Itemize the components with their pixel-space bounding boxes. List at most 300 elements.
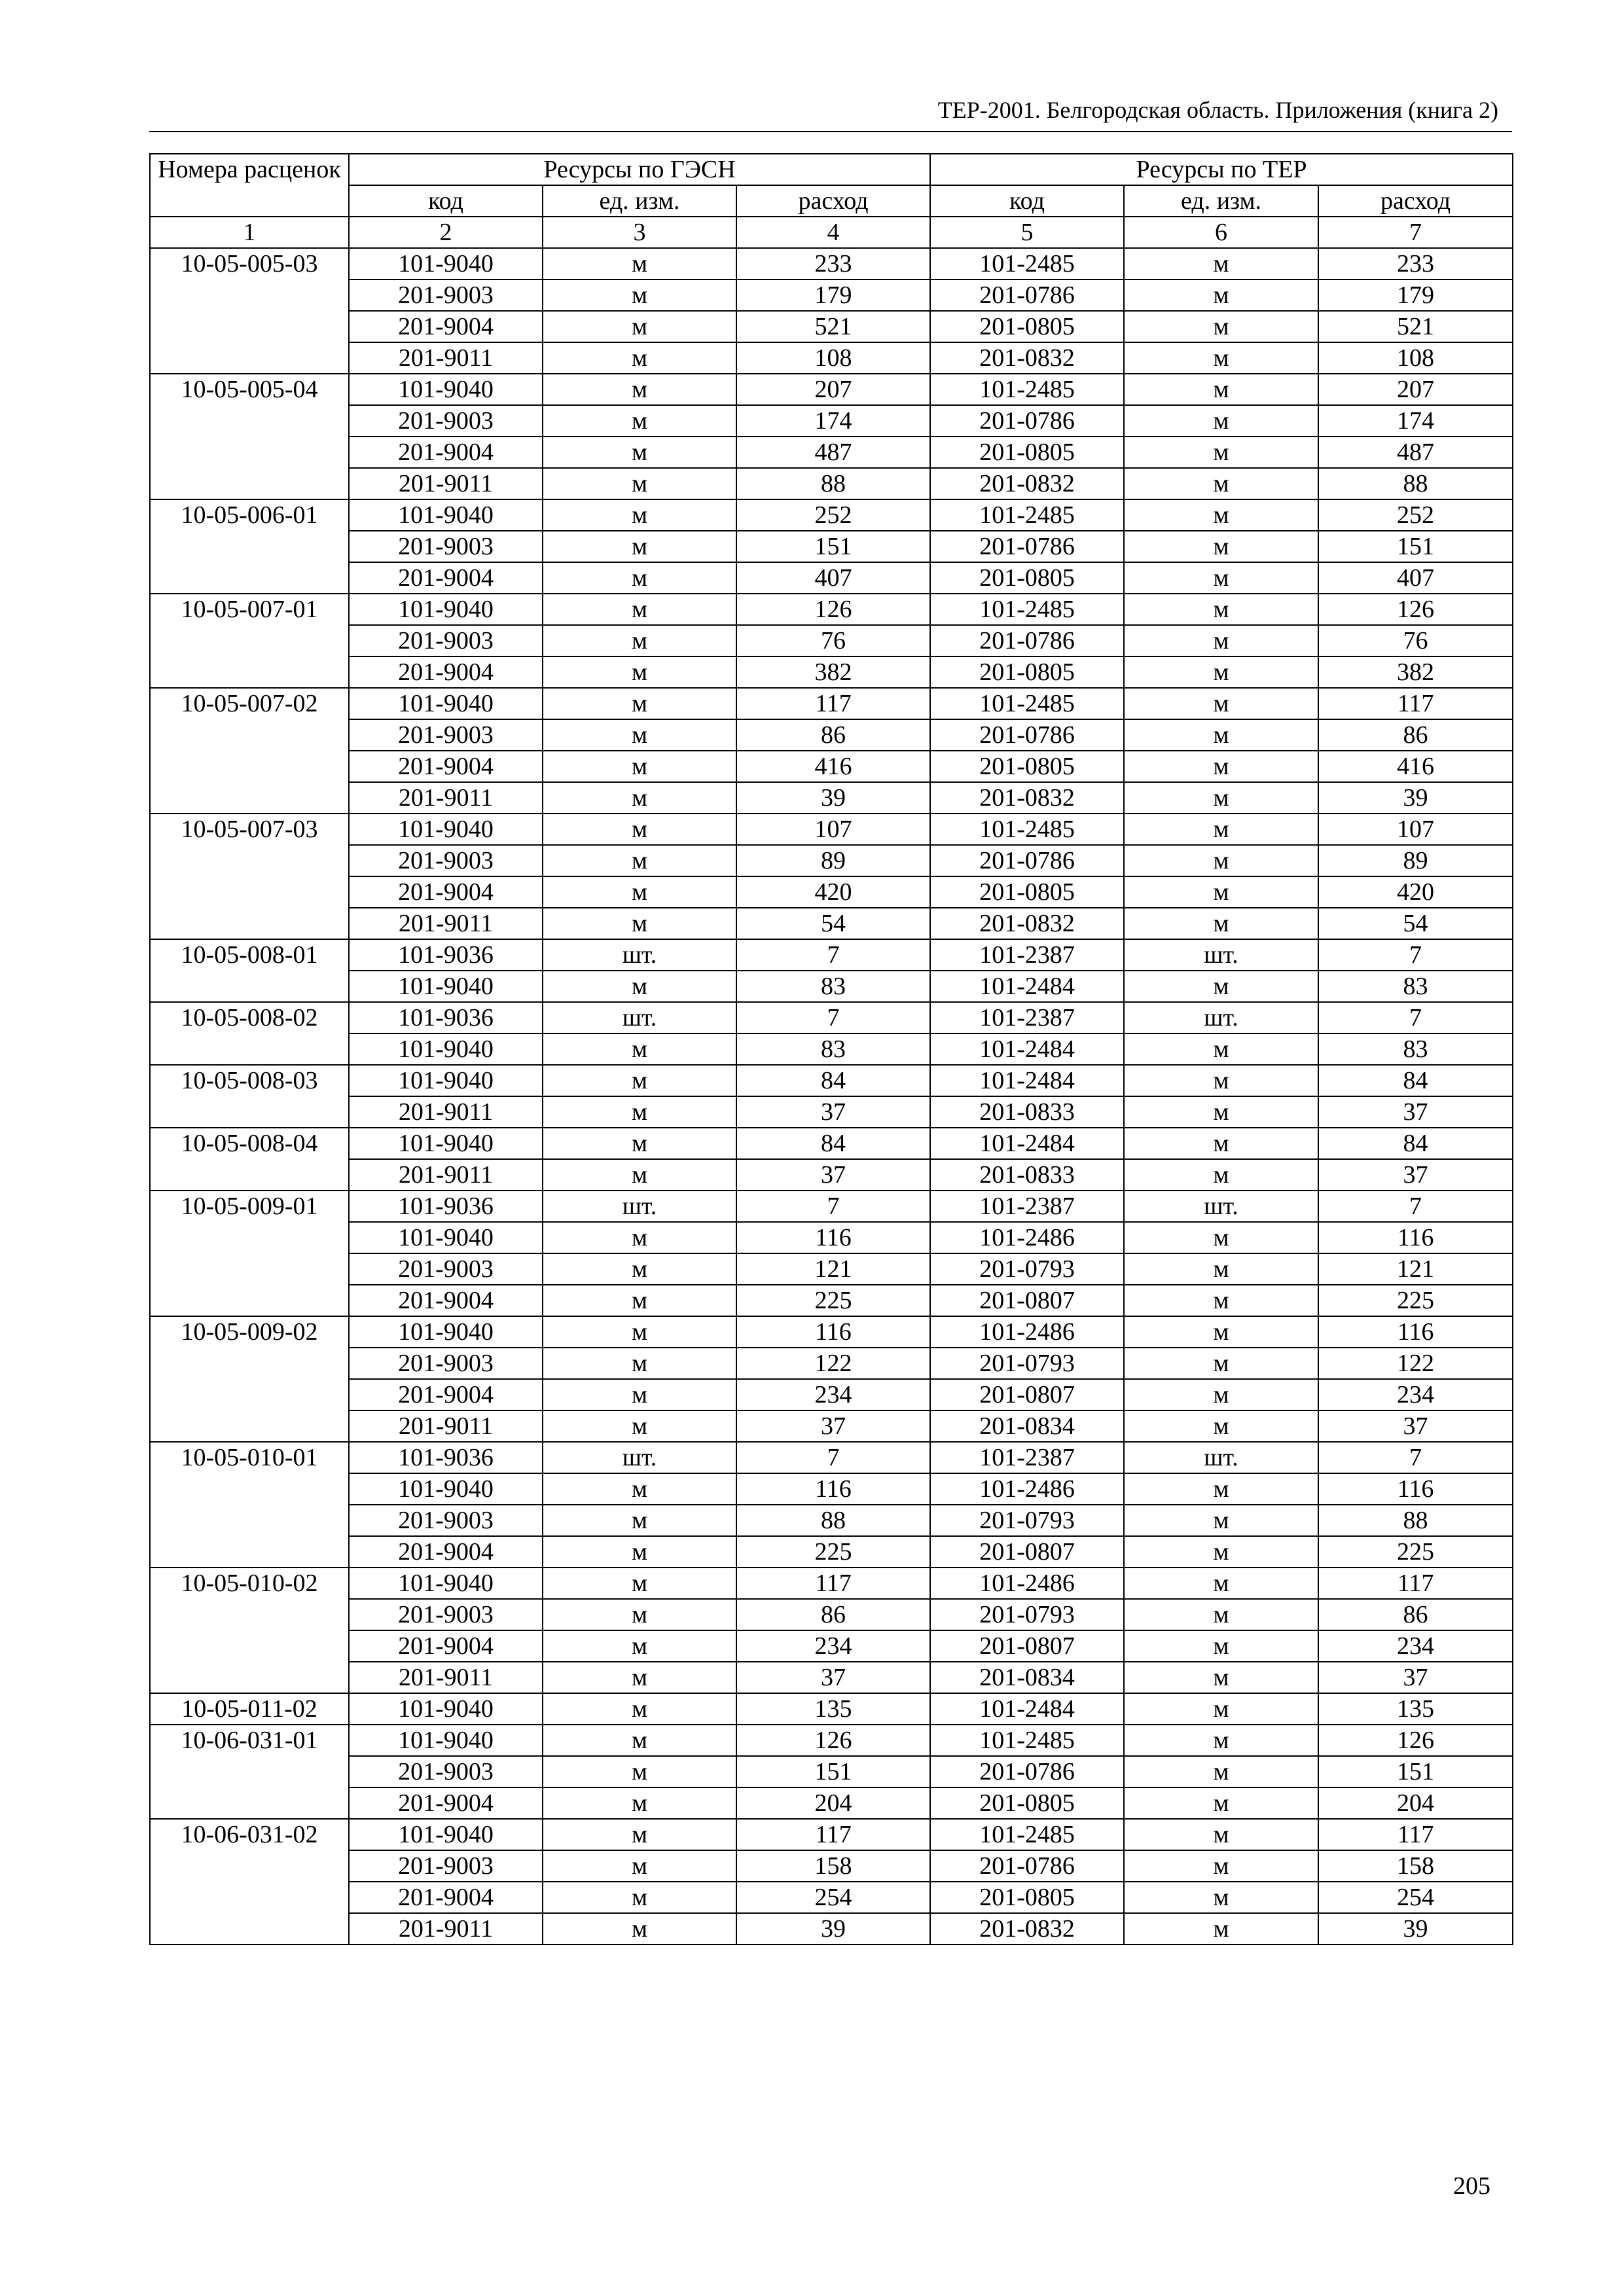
- ter-consumption-cell: 121: [1318, 1253, 1513, 1285]
- gesn-unit-cell: м: [543, 1819, 736, 1850]
- table-row: [150, 1128, 1513, 1159]
- rate-number-cell: 10-05-007-03: [150, 814, 349, 939]
- rate-number-cell: 10-05-008-04: [150, 1128, 349, 1191]
- table-row: [150, 1630, 1513, 1662]
- ter-code-cell: 201-0793: [930, 1348, 1124, 1379]
- gesn-unit-cell: м: [543, 248, 736, 279]
- gesn-consumption-cell: 204: [736, 1787, 930, 1819]
- gesn-consumption-cell: 158: [736, 1850, 930, 1882]
- table-row: [150, 876, 1513, 908]
- gesn-unit-cell: м: [543, 1882, 736, 1913]
- ter-unit-cell: м: [1124, 908, 1318, 939]
- ter-consumption-header: расход: [1318, 185, 1513, 217]
- gesn-unit-cell: м: [543, 719, 736, 751]
- gesn-unit-cell: шт.: [543, 1002, 736, 1033]
- ter-consumption-cell: 254: [1318, 1882, 1513, 1913]
- gesn-code-cell: 201-9003: [349, 1850, 543, 1882]
- ter-consumption-cell: 117: [1318, 1568, 1513, 1599]
- gesn-unit-cell: м: [543, 782, 736, 814]
- gesn-unit-cell: м: [543, 279, 736, 311]
- rate-number-cell: 10-05-007-02: [150, 688, 349, 814]
- ter-consumption-cell: 37: [1318, 1096, 1513, 1128]
- gesn-code-cell: 201-9011: [349, 782, 543, 814]
- ter-unit-cell: м: [1124, 1913, 1318, 1945]
- ter-consumption-cell: 108: [1318, 342, 1513, 374]
- gesn-unit-cell: м: [543, 1693, 736, 1725]
- gesn-consumption-cell: 83: [736, 1033, 930, 1065]
- ter-unit-cell: м: [1124, 1787, 1318, 1819]
- table-row: [150, 1222, 1513, 1253]
- gesn-unit-cell: м: [543, 1128, 736, 1159]
- ter-code-cell: 201-0786: [930, 1850, 1124, 1882]
- ter-unit-cell: м: [1124, 562, 1318, 594]
- ter-code-cell: 101-2485: [930, 688, 1124, 719]
- gesn-code-cell: 201-9003: [349, 719, 543, 751]
- ter-code-cell: 201-0793: [930, 1253, 1124, 1285]
- table-row: [150, 279, 1513, 311]
- gesn-consumption-cell: 225: [736, 1536, 930, 1568]
- gesn-code-cell: 201-9003: [349, 625, 543, 656]
- column-number: 5: [930, 217, 1124, 248]
- ter-code-cell: 201-0805: [930, 311, 1124, 342]
- gesn-consumption-cell: 116: [736, 1222, 930, 1253]
- gesn-code-cell: 201-9011: [349, 1410, 543, 1442]
- gesn-unit-cell: м: [543, 1756, 736, 1787]
- ter-unit-cell: м: [1124, 1630, 1318, 1662]
- table-row: [150, 1191, 1513, 1222]
- gesn-unit-cell: м: [543, 342, 736, 374]
- table-row: [150, 594, 1513, 625]
- gesn-unit-cell: м: [543, 1568, 736, 1599]
- ter-code-cell: 101-2486: [930, 1568, 1124, 1599]
- gesn-code-cell: 101-9040: [349, 248, 543, 279]
- table-row: [150, 1473, 1513, 1505]
- table-row: [150, 1599, 1513, 1630]
- rate-number-cell: 10-05-009-02: [150, 1316, 349, 1442]
- gesn-code-cell: 101-9040: [349, 1725, 543, 1756]
- gesn-unit-cell: м: [543, 751, 736, 782]
- ter-code-cell: 201-0834: [930, 1410, 1124, 1442]
- ter-unit-cell: м: [1124, 1473, 1318, 1505]
- ter-consumption-cell: 420: [1318, 876, 1513, 908]
- gesn-consumption-cell: 39: [736, 1913, 930, 1945]
- gesn-unit-cell: м: [543, 1662, 736, 1693]
- ter-consumption-cell: 107: [1318, 814, 1513, 845]
- ter-unit-cell: м: [1124, 719, 1318, 751]
- gesn-consumption-cell: 151: [736, 1756, 930, 1787]
- gesn-unit-cell: м: [543, 1787, 736, 1819]
- gesn-unit-cell: м: [543, 1222, 736, 1253]
- gesn-code-cell: 201-9003: [349, 1348, 543, 1379]
- ter-code-cell: 201-0832: [930, 1913, 1124, 1945]
- gesn-code-cell: 201-9011: [349, 908, 543, 939]
- gesn-code-cell: 101-9036: [349, 1191, 543, 1222]
- table-row: [150, 1913, 1513, 1945]
- table-row: [150, 1882, 1513, 1913]
- ter-unit-cell: м: [1124, 1850, 1318, 1882]
- gesn-unit-cell: м: [543, 1410, 736, 1442]
- gesn-consumption-cell: 117: [736, 1819, 930, 1850]
- gesn-code-cell: 201-9004: [349, 656, 543, 688]
- gesn-consumption-cell: 135: [736, 1693, 930, 1725]
- gesn-unit-cell: м: [543, 625, 736, 656]
- ter-code-cell: 101-2484: [930, 1693, 1124, 1725]
- rate-number-cell: 10-05-010-02: [150, 1568, 349, 1693]
- table-row: [150, 625, 1513, 656]
- ter-unit-cell: м: [1124, 1316, 1318, 1348]
- ter-code-cell: 101-2387: [930, 1002, 1124, 1033]
- column-number: 1: [150, 217, 349, 248]
- ter-unit-cell: м: [1124, 248, 1318, 279]
- table-row: [150, 814, 1513, 845]
- gesn-code-cell: 201-9004: [349, 562, 543, 594]
- header-row-2: [150, 185, 1513, 217]
- gesn-consumption-cell: 7: [736, 1442, 930, 1473]
- ter-unit-cell: м: [1124, 594, 1318, 625]
- gesn-code-cell: 201-9011: [349, 1096, 543, 1128]
- ter-code-cell: 101-2486: [930, 1316, 1124, 1348]
- ter-code-cell: 101-2387: [930, 939, 1124, 971]
- ter-code-cell: 101-2484: [930, 1128, 1124, 1159]
- gesn-consumption-cell: 116: [736, 1473, 930, 1505]
- gesn-consumption-cell: 122: [736, 1348, 930, 1379]
- gesn-consumption-cell: 117: [736, 1568, 930, 1599]
- table-row: [150, 908, 1513, 939]
- ter-code-cell: 101-2484: [930, 1033, 1124, 1065]
- table-row: [150, 531, 1513, 562]
- ter-unit-cell: м: [1124, 814, 1318, 845]
- gesn-code-cell: 101-9040: [349, 814, 543, 845]
- column-number-row: [150, 217, 1513, 248]
- ter-consumption-cell: 7: [1318, 1191, 1513, 1222]
- ter-code-cell: 201-0805: [930, 656, 1124, 688]
- column-number: 2: [349, 217, 543, 248]
- gesn-unit-cell: м: [543, 688, 736, 719]
- ter-consumption-cell: 117: [1318, 1819, 1513, 1850]
- rate-number-cell: 10-06-031-01: [150, 1725, 349, 1819]
- table-row: [150, 437, 1513, 468]
- gesn-consumption-cell: 7: [736, 939, 930, 971]
- ter-consumption-cell: 7: [1318, 1442, 1513, 1473]
- ter-unit-cell: м: [1124, 1505, 1318, 1536]
- table-row: [150, 1379, 1513, 1410]
- gesn-unit-cell: шт.: [543, 1442, 736, 1473]
- gesn-consumption-cell: 116: [736, 1316, 930, 1348]
- table-row: [150, 845, 1513, 876]
- gesn-unit-cell: м: [543, 845, 736, 876]
- gesn-consumption-cell: 37: [736, 1096, 930, 1128]
- gesn-consumption-cell: 107: [736, 814, 930, 845]
- gesn-unit-cell: м: [543, 1630, 736, 1662]
- table-row: [150, 1536, 1513, 1568]
- ter-consumption-cell: 83: [1318, 971, 1513, 1002]
- ter-code-cell: 201-0833: [930, 1159, 1124, 1191]
- ter-code-cell: 201-0832: [930, 782, 1124, 814]
- table-row: [150, 1662, 1513, 1693]
- gesn-consumption-cell: 382: [736, 656, 930, 688]
- ter-unit-cell: м: [1124, 1285, 1318, 1316]
- ter-code-cell: 201-0805: [930, 1882, 1124, 1913]
- table-body: [150, 248, 1513, 1945]
- ter-consumption-cell: 416: [1318, 751, 1513, 782]
- ter-unit-cell: м: [1124, 1128, 1318, 1159]
- gesn-consumption-cell: 252: [736, 499, 930, 531]
- ter-code-cell: 201-0805: [930, 751, 1124, 782]
- ter-consumption-cell: 37: [1318, 1410, 1513, 1442]
- column-number: 4: [736, 217, 930, 248]
- ter-consumption-cell: 117: [1318, 688, 1513, 719]
- table-row: [150, 1253, 1513, 1285]
- ter-code-cell: 101-2484: [930, 1065, 1124, 1096]
- ter-unit-cell: м: [1124, 342, 1318, 374]
- table-row: [150, 1756, 1513, 1787]
- ter-unit-cell: м: [1124, 1065, 1318, 1096]
- table-row: [150, 374, 1513, 405]
- gesn-code-cell: 201-9003: [349, 1756, 543, 1787]
- ter-unit-cell: шт.: [1124, 1002, 1318, 1033]
- ter-unit-cell: м: [1124, 1599, 1318, 1630]
- ter-code-cell: 201-0786: [930, 279, 1124, 311]
- gesn-consumption-cell: 179: [736, 279, 930, 311]
- gesn-consumption-cell: 234: [736, 1379, 930, 1410]
- gesn-consumption-cell: 126: [736, 594, 930, 625]
- ter-consumption-cell: 204: [1318, 1787, 1513, 1819]
- gesn-code-cell: 101-9036: [349, 1002, 543, 1033]
- gesn-consumption-cell: 126: [736, 1725, 930, 1756]
- gesn-unit-cell: м: [543, 1505, 736, 1536]
- ter-unit-cell: м: [1124, 531, 1318, 562]
- ter-unit-cell: м: [1124, 499, 1318, 531]
- ter-unit-header: ед. изм.: [1124, 185, 1318, 217]
- gesn-unit-cell: м: [543, 1473, 736, 1505]
- table-row: [150, 1096, 1513, 1128]
- column-number: 7: [1318, 217, 1513, 248]
- ter-code-cell: 101-2485: [930, 1725, 1124, 1756]
- gesn-consumption-cell: 54: [736, 908, 930, 939]
- ter-code-cell: 201-0832: [930, 908, 1124, 939]
- ter-code-cell: 101-2485: [930, 499, 1124, 531]
- gesn-code-cell: 201-9004: [349, 311, 543, 342]
- gesn-unit-cell: м: [543, 1065, 736, 1096]
- rate-number-cell: 10-05-008-01: [150, 939, 349, 1002]
- gesn-consumption-cell: 225: [736, 1285, 930, 1316]
- gesn-unit-cell: м: [543, 1599, 736, 1630]
- table-row: [150, 782, 1513, 814]
- gesn-code-cell: 201-9003: [349, 279, 543, 311]
- ter-consumption-cell: 76: [1318, 625, 1513, 656]
- gesn-unit-cell: м: [543, 594, 736, 625]
- page-header-title: ТЕР-2001. Белгородская область. Приложения (книга 2): [937, 97, 1498, 123]
- gesn-consumption-cell: 86: [736, 719, 930, 751]
- gesn-consumption-cell: 254: [736, 1882, 930, 1913]
- gesn-consumption-cell: 416: [736, 751, 930, 782]
- gesn-consumption-cell: 37: [736, 1662, 930, 1693]
- gesn-code-cell: 101-9040: [349, 594, 543, 625]
- ter-code-cell: 201-0832: [930, 342, 1124, 374]
- gesn-unit-cell: м: [543, 876, 736, 908]
- gesn-consumption-cell: 121: [736, 1253, 930, 1285]
- gesn-code-cell: 201-9004: [349, 1379, 543, 1410]
- table-row: [150, 248, 1513, 279]
- gesn-unit-cell: м: [543, 499, 736, 531]
- ter-code-cell: 201-0833: [930, 1096, 1124, 1128]
- gesn-unit-cell: м: [543, 468, 736, 499]
- ter-unit-cell: м: [1124, 1756, 1318, 1787]
- ter-unit-cell: м: [1124, 845, 1318, 876]
- gesn-code-cell: 101-9040: [349, 688, 543, 719]
- ter-unit-cell: м: [1124, 437, 1318, 468]
- gesn-code-cell: 101-9036: [349, 939, 543, 971]
- gesn-unit-cell: м: [543, 1536, 736, 1568]
- ter-unit-cell: м: [1124, 405, 1318, 437]
- gesn-code-cell: 201-9011: [349, 1662, 543, 1693]
- ter-code-cell: 201-0805: [930, 876, 1124, 908]
- ter-code-cell: 101-2486: [930, 1222, 1124, 1253]
- page-number: 205: [1453, 2172, 1490, 2200]
- ter-consumption-cell: 88: [1318, 1505, 1513, 1536]
- ter-consumption-cell: 88: [1318, 468, 1513, 499]
- table-row: [150, 1410, 1513, 1442]
- gesn-code-cell: 201-9004: [349, 1536, 543, 1568]
- gesn-consumption-cell: 108: [736, 342, 930, 374]
- ter-unit-cell: м: [1124, 1536, 1318, 1568]
- ter-unit-cell: м: [1124, 656, 1318, 688]
- ter-consumption-cell: 151: [1318, 1756, 1513, 1787]
- ter-consumption-cell: 225: [1318, 1536, 1513, 1568]
- resources-table: [149, 153, 1513, 1945]
- ter-unit-cell: шт.: [1124, 1191, 1318, 1222]
- table-row: [150, 719, 1513, 751]
- gesn-code-cell: 101-9040: [349, 374, 543, 405]
- gesn-consumption-cell: 7: [736, 1002, 930, 1033]
- gesn-consumption-cell: 84: [736, 1128, 930, 1159]
- ter-unit-cell: м: [1124, 1693, 1318, 1725]
- ter-consumption-cell: 252: [1318, 499, 1513, 531]
- ter-code-cell: 101-2387: [930, 1442, 1124, 1473]
- gesn-unit-cell: м: [543, 562, 736, 594]
- gesn-unit-cell: м: [543, 1379, 736, 1410]
- gesn-code-cell: 201-9004: [349, 1882, 543, 1913]
- ter-code-cell: 201-0805: [930, 1787, 1124, 1819]
- ter-code-header: код: [930, 185, 1124, 217]
- ter-unit-cell: м: [1124, 311, 1318, 342]
- ter-consumption-cell: 234: [1318, 1630, 1513, 1662]
- ter-unit-cell: м: [1124, 688, 1318, 719]
- gesn-unit-cell: м: [543, 1159, 736, 1191]
- ter-consumption-cell: 382: [1318, 656, 1513, 688]
- gesn-code-cell: 101-9040: [349, 1316, 543, 1348]
- ter-unit-cell: м: [1124, 1662, 1318, 1693]
- gesn-unit-cell: м: [543, 311, 736, 342]
- gesn-code-cell: 101-9040: [349, 499, 543, 531]
- header-divider: [149, 131, 1512, 132]
- gesn-code-cell: 101-9040: [349, 1568, 543, 1599]
- table-row: [150, 1725, 1513, 1756]
- column-number: 3: [543, 217, 736, 248]
- gesn-unit-cell: м: [543, 1850, 736, 1882]
- gesn-consumption-cell: 174: [736, 405, 930, 437]
- ter-consumption-cell: 487: [1318, 437, 1513, 468]
- table-row: [150, 1348, 1513, 1379]
- gesn-code-cell: 201-9003: [349, 1599, 543, 1630]
- ter-consumption-cell: 521: [1318, 311, 1513, 342]
- ter-consumption-cell: 86: [1318, 719, 1513, 751]
- ter-unit-cell: м: [1124, 782, 1318, 814]
- table-row: [150, 1850, 1513, 1882]
- ter-code-cell: 201-0807: [930, 1630, 1124, 1662]
- gesn-code-cell: 201-9011: [349, 1159, 543, 1191]
- gesn-consumption-cell: 407: [736, 562, 930, 594]
- gesn-code-cell: 201-9003: [349, 845, 543, 876]
- gesn-consumption-cell: 88: [736, 1505, 930, 1536]
- gesn-code-cell: 201-9011: [349, 1913, 543, 1945]
- table-row: [150, 1819, 1513, 1850]
- gesn-unit-cell: м: [543, 1725, 736, 1756]
- ter-unit-cell: м: [1124, 625, 1318, 656]
- gesn-consumption-cell: 37: [736, 1159, 930, 1191]
- ter-code-cell: 201-0786: [930, 1756, 1124, 1787]
- gesn-code-cell: 201-9003: [349, 531, 543, 562]
- column-number: 6: [1124, 217, 1318, 248]
- header-row-1: [150, 154, 1513, 185]
- gesn-code-cell: 201-9004: [349, 876, 543, 908]
- ter-unit-cell: м: [1124, 1379, 1318, 1410]
- gesn-code-cell: 101-9040: [349, 1222, 543, 1253]
- gesn-consumption-cell: 76: [736, 625, 930, 656]
- gesn-unit-cell: м: [543, 971, 736, 1002]
- ter-consumption-cell: 89: [1318, 845, 1513, 876]
- gesn-consumption-cell: 234: [736, 1630, 930, 1662]
- gesn-consumption-cell: 117: [736, 688, 930, 719]
- ter-consumption-cell: 7: [1318, 939, 1513, 971]
- table-row: [150, 1568, 1513, 1599]
- ter-consumption-cell: 233: [1318, 248, 1513, 279]
- gesn-resources-header: Ресурсы по ГЭСН: [349, 154, 930, 185]
- gesn-code-cell: 101-9040: [349, 971, 543, 1002]
- ter-unit-cell: м: [1124, 751, 1318, 782]
- ter-consumption-cell: 151: [1318, 531, 1513, 562]
- table-row: [150, 751, 1513, 782]
- ter-code-cell: 101-2387: [930, 1191, 1124, 1222]
- rate-number-cell: 10-05-005-03: [150, 248, 349, 374]
- ter-consumption-cell: 37: [1318, 1159, 1513, 1191]
- gesn-unit-cell: м: [543, 1285, 736, 1316]
- gesn-consumption-cell: 487: [736, 437, 930, 468]
- table-head: [150, 154, 1513, 248]
- ter-code-cell: 201-0786: [930, 845, 1124, 876]
- ter-code-cell: 101-2484: [930, 971, 1124, 1002]
- table-row: [150, 1693, 1513, 1725]
- gesn-unit-cell: м: [543, 1348, 736, 1379]
- table-row: [150, 1787, 1513, 1819]
- ter-consumption-cell: 116: [1318, 1473, 1513, 1505]
- ter-consumption-cell: 84: [1318, 1065, 1513, 1096]
- ter-unit-cell: м: [1124, 468, 1318, 499]
- gesn-consumption-cell: 89: [736, 845, 930, 876]
- ter-consumption-cell: 116: [1318, 1222, 1513, 1253]
- ter-consumption-cell: 174: [1318, 405, 1513, 437]
- ter-consumption-cell: 84: [1318, 1128, 1513, 1159]
- ter-consumption-cell: 126: [1318, 1725, 1513, 1756]
- ter-consumption-cell: 86: [1318, 1599, 1513, 1630]
- table-row: [150, 1033, 1513, 1065]
- gesn-code-cell: 101-9040: [349, 1065, 543, 1096]
- ter-code-cell: 201-0805: [930, 437, 1124, 468]
- gesn-consumption-cell: 37: [736, 1410, 930, 1442]
- ter-unit-cell: м: [1124, 1222, 1318, 1253]
- ter-unit-cell: м: [1124, 1033, 1318, 1065]
- gesn-unit-cell: м: [543, 1033, 736, 1065]
